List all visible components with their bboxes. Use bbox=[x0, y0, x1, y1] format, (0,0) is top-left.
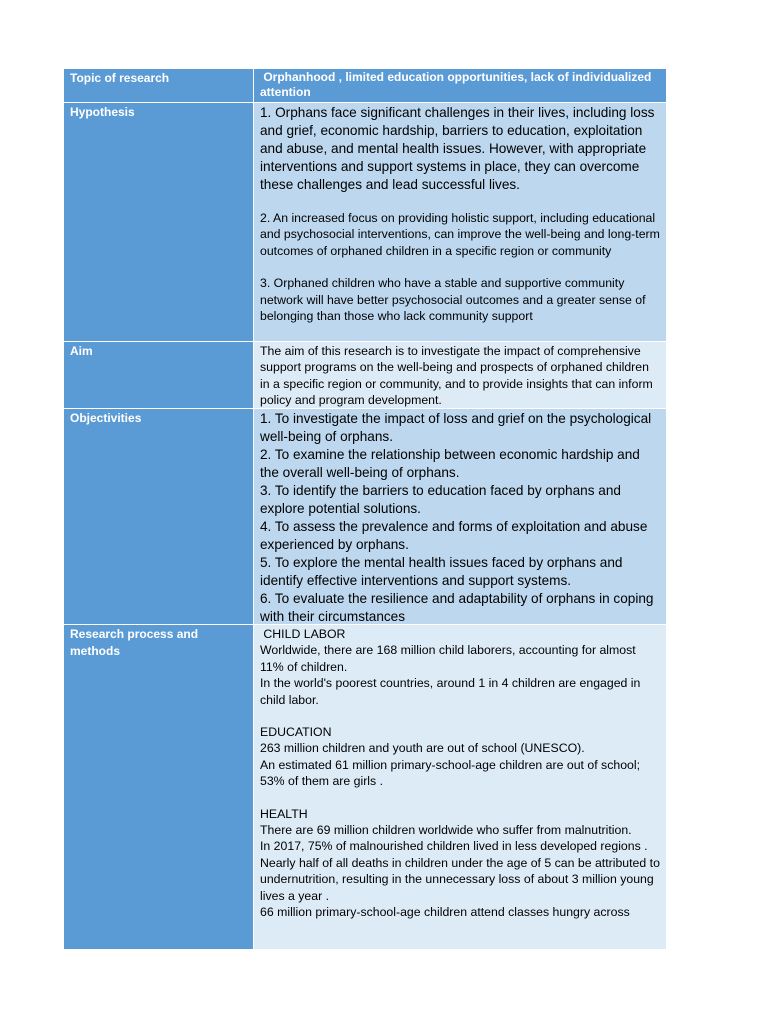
objectives-label: Objectivities bbox=[64, 409, 254, 624]
health-line: In 2017, 75% of malnourished children lived in less developed regions . bbox=[260, 839, 648, 854]
research-label: Research process and methods bbox=[64, 625, 254, 949]
research-row bbox=[64, 625, 666, 949]
child-labor-line: Worldwide, there are 168 million child laborers, accounting for almost 11% of children. bbox=[260, 643, 636, 674]
objective-item: 2. To examine the relationship between economic hardship and the overall well-being of orphans. bbox=[260, 447, 640, 480]
hypothesis-row bbox=[64, 103, 666, 342]
topic-row bbox=[64, 69, 666, 103]
education-line: An estimated 61 million primary-school-age children are out of school; 53% of them are girls . bbox=[260, 757, 641, 789]
aim-row bbox=[64, 342, 666, 409]
child-labor-heading: CHILD LABOR bbox=[260, 627, 346, 641]
objectives-row bbox=[64, 409, 666, 625]
topic-label: Topic of research bbox=[64, 69, 254, 102]
hypothesis-paragraph-2: 2. An increased focus on providing holistic support, including educational and psychosocial interventions, can improve the well-being and long-term outcomes of orphaned children in a specific region or community bbox=[260, 211, 660, 258]
hypothesis-paragraph-1: 1. Orphans face significant challenges in their lives, including loss and grief, economic hardship, barriers to education, exploitation and abuse, and mental health issues. However, with appropriate interventions and support systems in place, they can overcome these challenges and lead successful lives. bbox=[260, 105, 655, 192]
education-line: 263 million children and youth are out of school (UNESCO). bbox=[260, 741, 585, 756]
objectives-content bbox=[254, 409, 666, 624]
objective-item: 1. To investigate the impact of loss and grief on the psychological well-being of orphans. bbox=[260, 411, 652, 444]
aim-content bbox=[254, 342, 666, 408]
objective-item: 6. To evaluate the resilience and adaptability of orphans in coping with their circumstances bbox=[260, 591, 654, 624]
health-heading: HEALTH bbox=[260, 806, 308, 821]
objective-item: 5. To explore the mental health issues faced by orphans and identify effective interventions and support systems. bbox=[260, 555, 623, 588]
hypothesis-content bbox=[254, 103, 666, 341]
aim-text: The aim of this research is to investigate the impact of comprehensive support programs on the well-being and prospects of orphaned children in a specific region or community, and to provide insights that can inform policy and program development. bbox=[260, 344, 653, 408]
education-heading: EDUCATION bbox=[260, 725, 332, 740]
child-labor-line: In the world's poorest countries, around 1 in 4 children are engaged in child labor. bbox=[260, 676, 641, 707]
hypothesis-paragraph-3: 3. Orphaned children who have a stable and supportive community network will have better psychosocial outcomes and a greater sense of belonging than those who lack community support bbox=[260, 276, 646, 324]
aim-label: Aim bbox=[64, 342, 254, 408]
topic-value: Orphanhood , limited education opportunities, lack of individualized attention bbox=[254, 69, 666, 102]
research-content bbox=[254, 625, 666, 949]
health-line: 66 million primary-school-age children attend classes hungry across bbox=[260, 905, 630, 920]
objective-item: 4. To assess the prevalence and forms of exploitation and abuse experienced by orphans. bbox=[260, 519, 648, 552]
health-line: There are 69 million children worldwide who suffer from malnutrition. bbox=[260, 823, 632, 838]
hypothesis-label: Hypothesis bbox=[64, 103, 254, 341]
objective-item: 3. To identify the barriers to education faced by orphans and explore potential solutions. bbox=[260, 483, 621, 516]
health-line: Nearly half of all deaths in children under the age of 5 can be attributed to undernutrition, resulting in the unnecessary loss of about 3 million young lives a year . bbox=[260, 855, 660, 903]
research-table bbox=[64, 69, 666, 949]
